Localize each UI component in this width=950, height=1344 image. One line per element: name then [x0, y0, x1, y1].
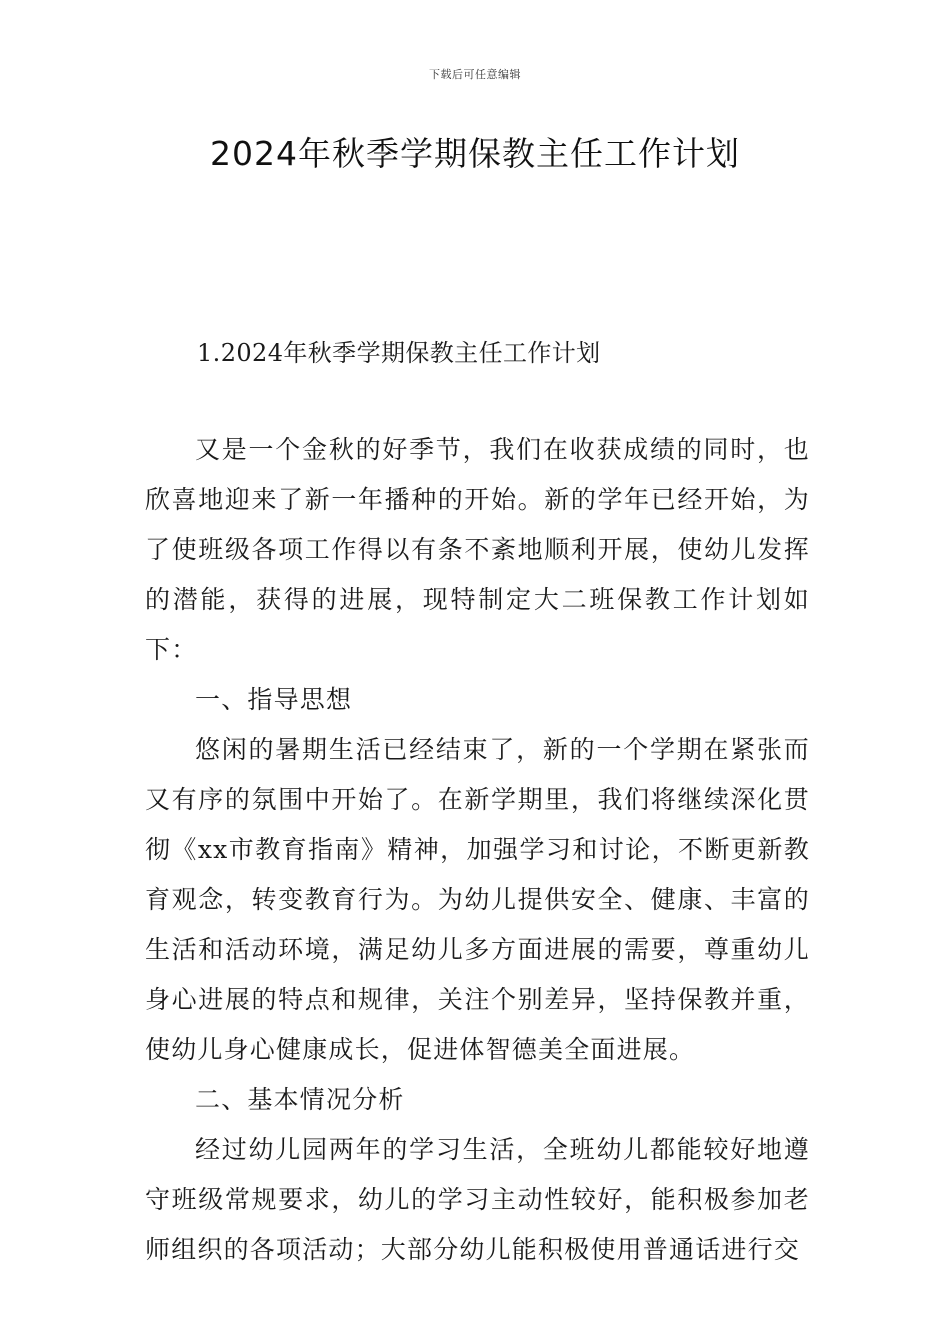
section-heading-guiding-thought: 一、指导思想	[195, 685, 353, 714]
intro-paragraph: 又是一个金秋的好季节，我们在收获成绩的同时，也欣喜地迎来了新一年播种的开始。新的学年已经开始，为了使班级各项工作得以有条不紊地顺利开展，使幼儿发挥的潜能，获得的进展，现特制定大二班保教工作计划如下：	[145, 435, 810, 664]
section-subtitle: 1.2024年秋季学期保教主任工作计划	[197, 339, 601, 367]
guiding-thought-paragraph: 悠闲的暑期生活已经结束了，新的一个学期在紧张而又有序的氛围中开始了。在新学期里，我们将继续深化贯彻《xx市教育指南》精神，加强学习和讨论，不断更新教育观念，转变教育行为。为幼儿提供安全、健康、丰富的生活和活动环境，满足幼儿多方面进展的需要，尊重幼儿身心进展的特点和规律，关注个别差异，坚持保教并重，使幼儿身心健康成长，促进体智德美全面进展。	[145, 735, 810, 1064]
section-heading-situation-analysis: 二、基本情况分析	[195, 1085, 405, 1114]
document-title: 2024年秋季学期保教主任工作计划	[210, 134, 740, 173]
situation-analysis-paragraph: 经过幼儿园两年的学习生活，全班幼儿都能较好地遵守班级常规要求，幼儿的学习主动性较好，能积极参加老师组织的各项活动；大部分幼儿能积极使用普通话进行交	[145, 1135, 810, 1264]
document-body	[145, 425, 810, 1275]
header-note: 下载后可任意编辑	[429, 68, 521, 81]
